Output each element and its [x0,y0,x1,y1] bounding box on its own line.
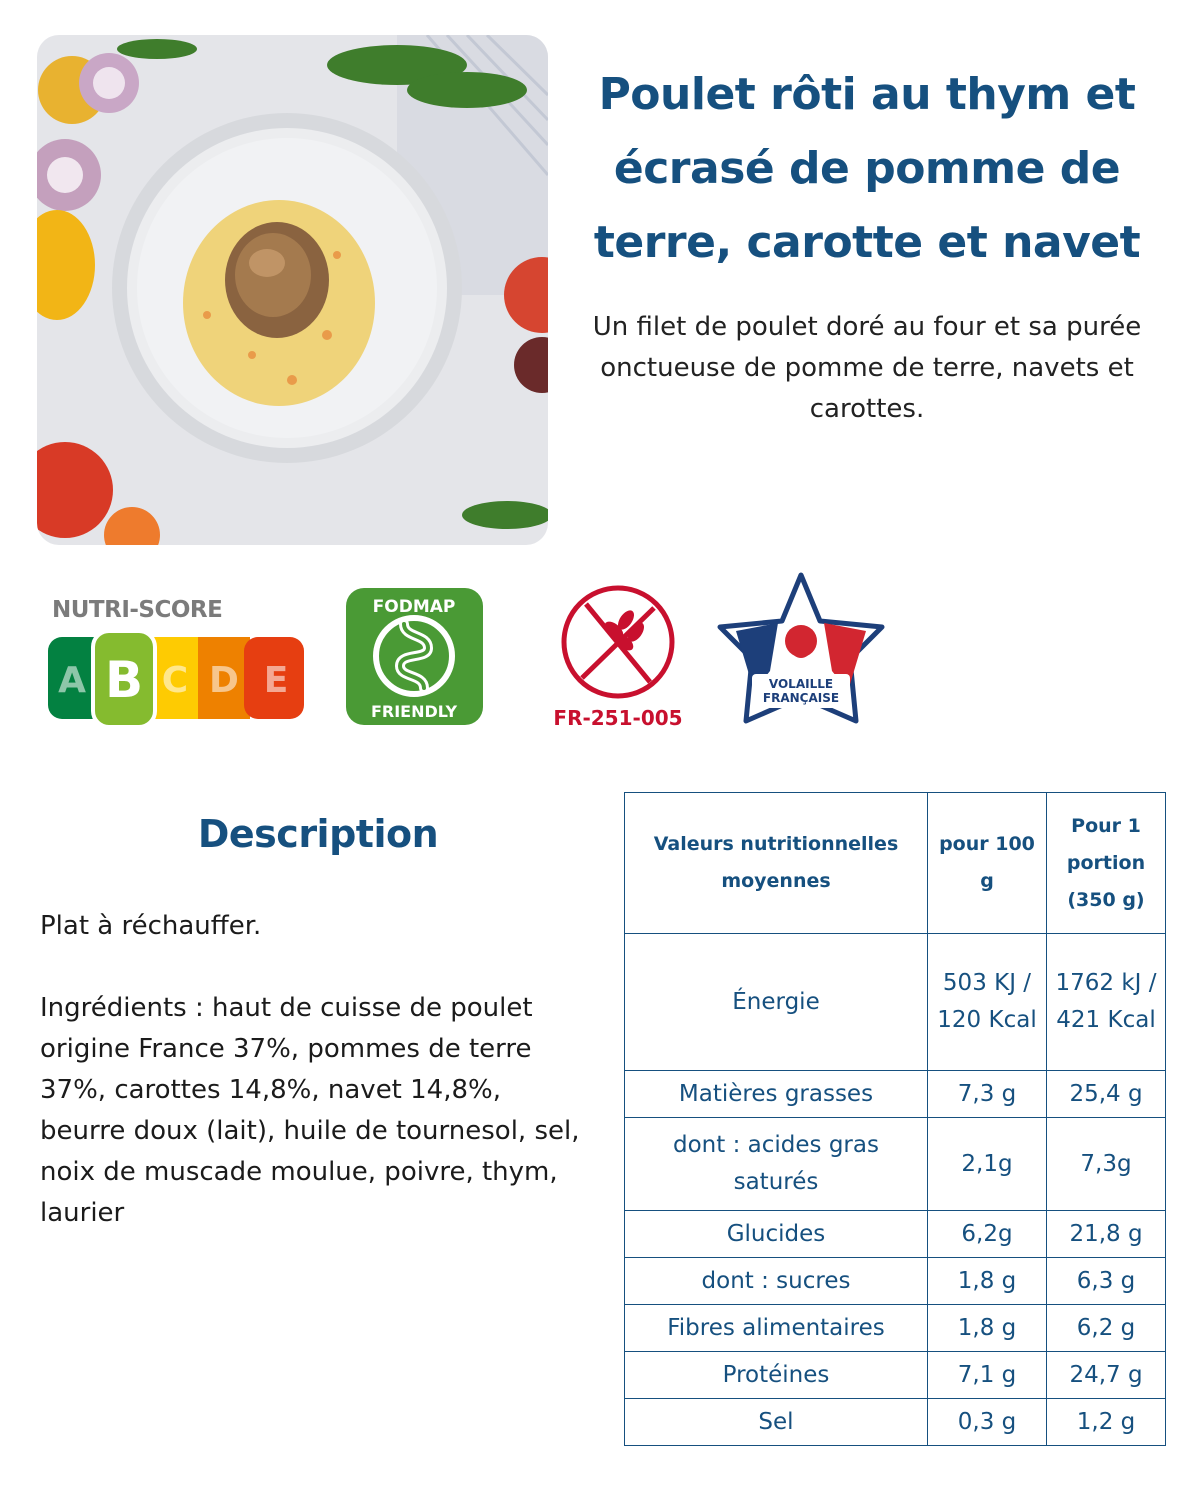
description-heading: Description [197,812,439,856]
crossed-grain-icon [552,582,687,732]
nutrient-per100: 2,1g [928,1118,1047,1211]
fodmap-badge [346,588,483,725]
table-row [625,1258,1166,1305]
nutrient-per100: 7,1 g [928,1352,1047,1399]
gluten-free-code: FR-251-005 [553,706,683,730]
nutrient-per100: 6,2g [928,1211,1047,1258]
nutrient-per100: 7,3 g [928,1071,1047,1118]
nutriscore-letter-c: C [161,660,189,701]
nutrition-header-portion: Pour 1 portion (350 g) [1047,793,1166,934]
nutrient-portion: 25,4 g [1047,1071,1166,1118]
nutrient-portion: 6,2 g [1047,1305,1166,1352]
gluten-free-badge [552,582,687,732]
nutrient-per100: 0,3 g [928,1399,1047,1446]
nutrient-name: dont : acides gras saturés [625,1118,928,1211]
nutrient-portion: 7,3g [1047,1118,1166,1211]
nutrient-per100: 503 KJ / 120 Kcal [928,934,1047,1071]
table-row [625,1399,1166,1446]
nutriscore-scale [48,631,304,731]
table-row [625,1211,1166,1258]
table-row [625,1118,1166,1211]
fodmap-bottom-label: FRIENDLY [370,702,458,721]
volaille-francaise-badge [716,571,886,731]
nutrient-per100: 1,8 g [928,1305,1047,1352]
nutrient-name: Matières grasses [625,1071,928,1118]
nutriscore-letter-a: A [58,660,86,701]
nutrient-name: dont : sucres [625,1258,928,1305]
nutrient-portion: 21,8 g [1047,1211,1166,1258]
nutrient-portion: 1762 kJ / 421 Kcal [1047,934,1166,1071]
plated-chicken-mash-photo [37,35,548,545]
table-row [625,1305,1166,1352]
nutriscore-letter-b: B [104,651,144,709]
nutriscore-letter-e: E [263,660,289,701]
nutrient-name: Glucides [625,1211,928,1258]
table-row [625,1352,1166,1399]
nutrient-per100: 1,8 g [928,1258,1047,1305]
volaille-line1: VOLAILLE [768,677,834,691]
nutriscore-letter-d: D [209,660,239,701]
nutrition-header-label: Valeurs nutritionnelles moyennes [625,793,928,934]
table-row [625,934,1166,1071]
nutriscore-label: NUTRI-SCORE [52,597,223,623]
nutrient-portion: 6,3 g [1047,1258,1166,1305]
nutrient-name: Fibres alimentaires [625,1305,928,1352]
nutrition-header-row [625,793,1166,934]
description-body [40,906,590,1275]
fodmap-top-label: FODMAP [372,597,456,617]
nutrient-name: Énergie [625,934,928,1071]
product-subtitle: Un filet de poulet doré au four et sa purée onctueuse de pomme de terre, navets et carottes. [592,312,1142,424]
nutrition-header-per100: pour 100 g [928,793,1047,934]
nutrient-name: Sel [625,1399,928,1446]
nutrient-name: Protéines [625,1352,928,1399]
description-reheat-note: Plat à réchauffer. [40,911,262,941]
description-ingredients: Ingrédients : haut de cuisse de poulet origine France 37%, pommes de terre 37%, carottes 14,8%, navet 14,8%, beurre doux (lait), huile de tournesol, sel, noix de muscade moulue, poivre, thym, laurier [40,993,580,1228]
product-title: Poulet rôti au thym et écrasé de pomme de terre, carotte et navet [593,69,1141,268]
nutrient-portion: 1,2 g [1047,1399,1166,1446]
fodmap-icon [346,588,483,725]
french-poultry-star-icon [716,571,886,731]
table-row [625,1071,1166,1118]
product-photo [37,35,548,545]
nutrient-portion: 24,7 g [1047,1352,1166,1399]
nutriscore-badge [48,597,304,731]
volaille-line2: FRANÇAISE [762,691,840,705]
nutrition-table [624,792,1166,1446]
